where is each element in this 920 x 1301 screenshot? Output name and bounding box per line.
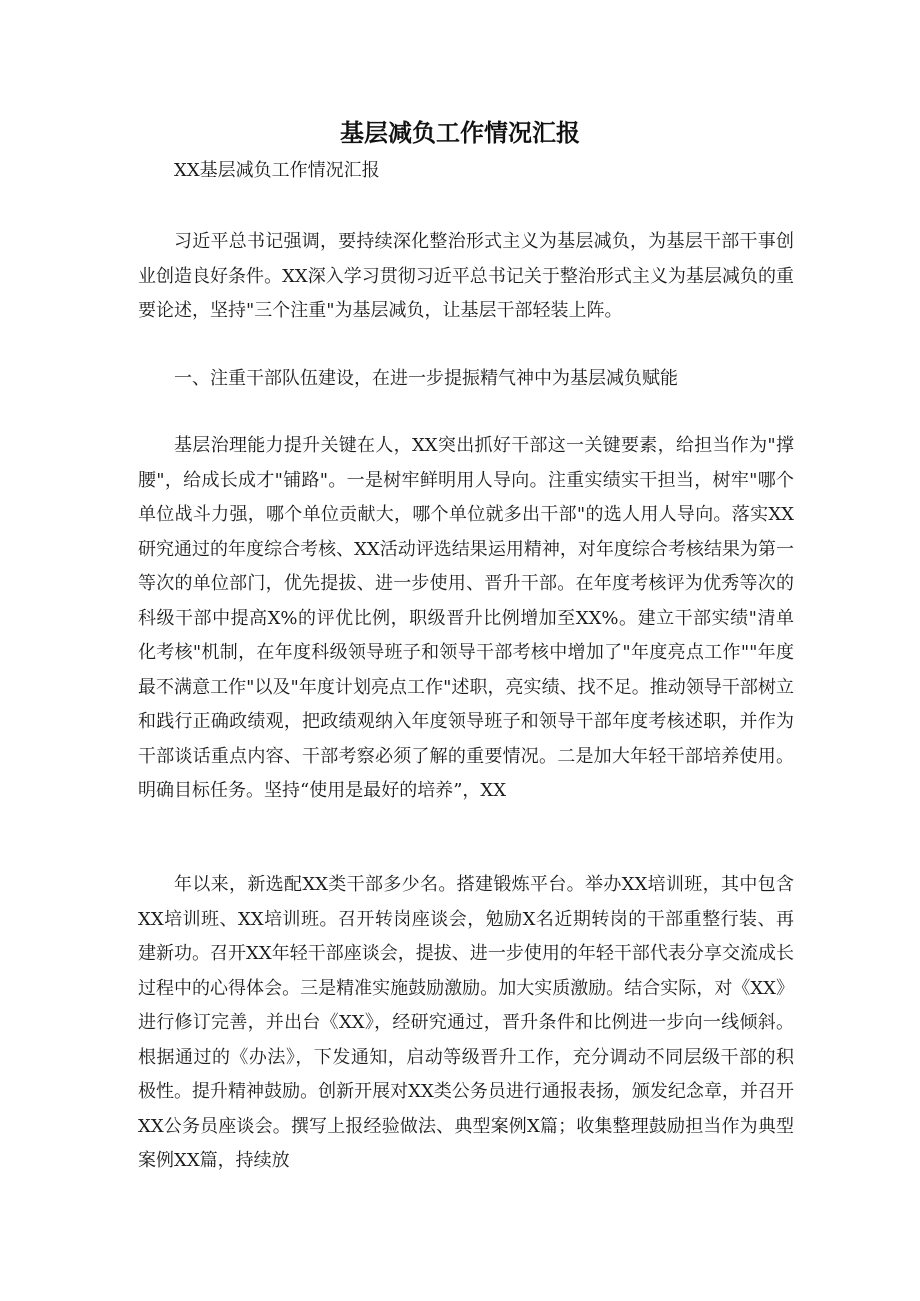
body-paragraph: 基层治理能力提升关键在人，XX突出抓好干部这一关键要素，给担当作为"撑腰"，给成长成才"铺路"。一是树牢鲜明用人导向。注重实绩实干担当，树牢"哪个单位战斗力强，哪个单位贡献大，哪个单位就多出干部"的选人用人导向。落实XX研究通过的年度综合考核、XX活动评选结果运用精神，对年度综合考核结果为第一等次的单位部门，优先提拔、进一步使用、晋升干部。在年度考核评为优秀等次的科级干部中提高X%的评优比例，职级晋升比例增加至XX%。建立干部实绩"清单化考核"机制，在年度科级领导班子和领导干部考核中增加了"年度亮点工作""年度最不满意工作"以及"年度计划亮点工作"述职，亮实绩、找不足。推动领导干部树立和践行正确政绩观，把政绩观纳入年度领导班子和领导干部年度考核述职，并作为干部谈话重点内容、干部考察必须了解的重要情况。二是加大年轻干部培养使用。明确目标任务。坚持“使用是最好的培养”，XX — [138, 435, 794, 801]
intro-paragraph: 习近平总书记强调，要持续深化整治形式主义为基层减负，为基层干部干事创业创造良好条件。XX深入学习贯彻习近平总书记关于整治形式主义为基层减负的重要论述，坚持"三个注重"为基层减负，让基层干部轻装上阵。 — [138, 231, 794, 321]
body-paragraph: 年以来，新选配XX类干部多少名。搭建锻炼平台。举办XX培训班，其中包含XX培训班、XX培训班。召开转岗座谈会，勉励X名近期转岗的干部重整行装、再建新功。召开XX年轻干部座谈会，提拔、进一步使用的年轻干部代表分享交流成长过程中的心得体会。三是精准实施鼓励激励。加大实质激励。结合实际，对《XX》进行修订完善，并出台《XX》，经研究通过，晋升条件和比例进一步向一线倾斜。根据通过的《办法》，下发通知，启动等级晋升工作，充分调动不同层级干部的积极性。提升精神鼓励。创新开展对XX类公务员进行通报表扬，颁发纪念章，并召开XX公务员座谈会。撰写上报经验做法、典型案例X篇；收集整理鼓励担当作为典型案例XX篇，持续放 — [138, 874, 794, 1171]
section-heading: 一、注重干部队伍建设，在进一步提振精气神中为基层减负赋能 — [174, 368, 678, 389]
document-title: 基层减负工作情况汇报 — [340, 119, 580, 147]
document-subtitle: XX基层减负工作情况汇报 — [174, 160, 380, 181]
